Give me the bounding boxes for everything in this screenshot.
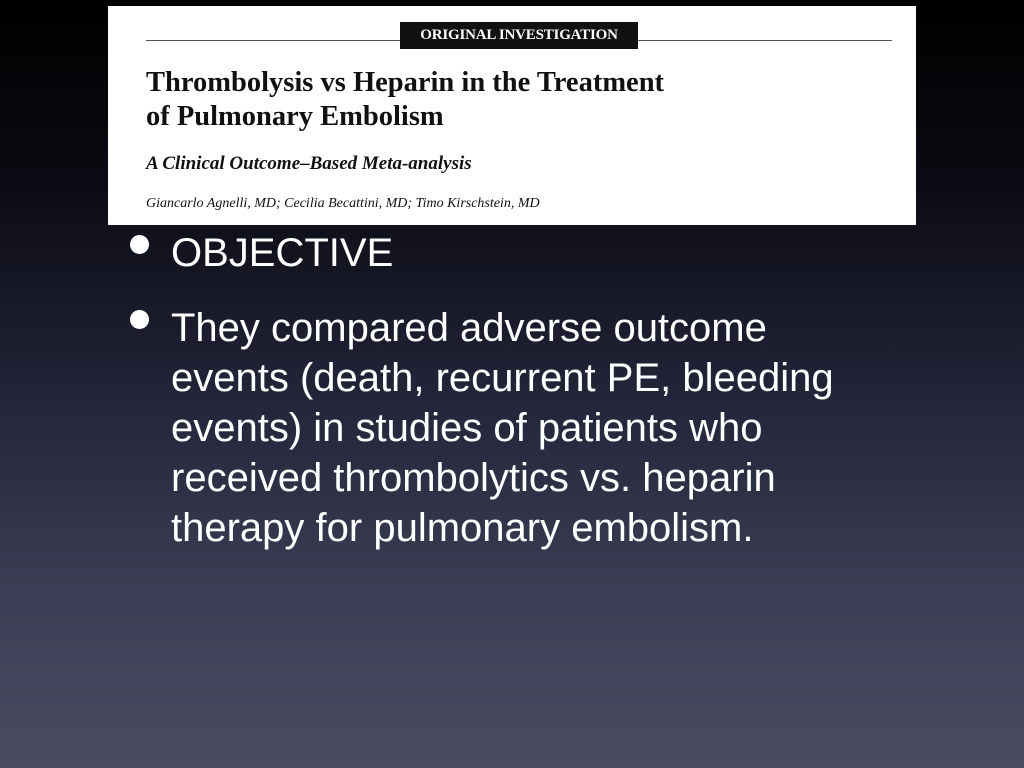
paper-subtitle: A Clinical Outcome–Based Meta-analysis	[146, 153, 472, 174]
section-label: ORIGINAL INVESTIGATION	[400, 22, 638, 49]
paper-title-line-2: of Pulmonary Embolism	[146, 101, 444, 132]
paper-header-image	[108, 6, 916, 225]
bullet-item-objective	[0, 228, 1024, 278]
bullet-list	[0, 228, 1024, 578]
header-rule-left	[146, 40, 400, 41]
bullet-text: OBJECTIVE	[171, 231, 394, 275]
bullet-text: They compared adverse outcome events (death, recurrent PE, bleeding events) in studies of patients who received thrombolytics vs. heparin therapy for pulmonary embolism.	[171, 306, 834, 550]
bullet-dot-icon	[130, 310, 149, 329]
bullet-item-description	[0, 303, 1024, 553]
paper-authors: Giancarlo Agnelli, MD; Cecilia Becattini, MD; Timo Kirschstein, MD	[146, 196, 540, 211]
header-rule-right	[638, 40, 892, 41]
paper-title	[146, 66, 886, 134]
bullet-dot-icon	[130, 235, 149, 254]
paper-title-line-1: Thrombolysis vs Heparin in the Treatment	[146, 67, 665, 98]
